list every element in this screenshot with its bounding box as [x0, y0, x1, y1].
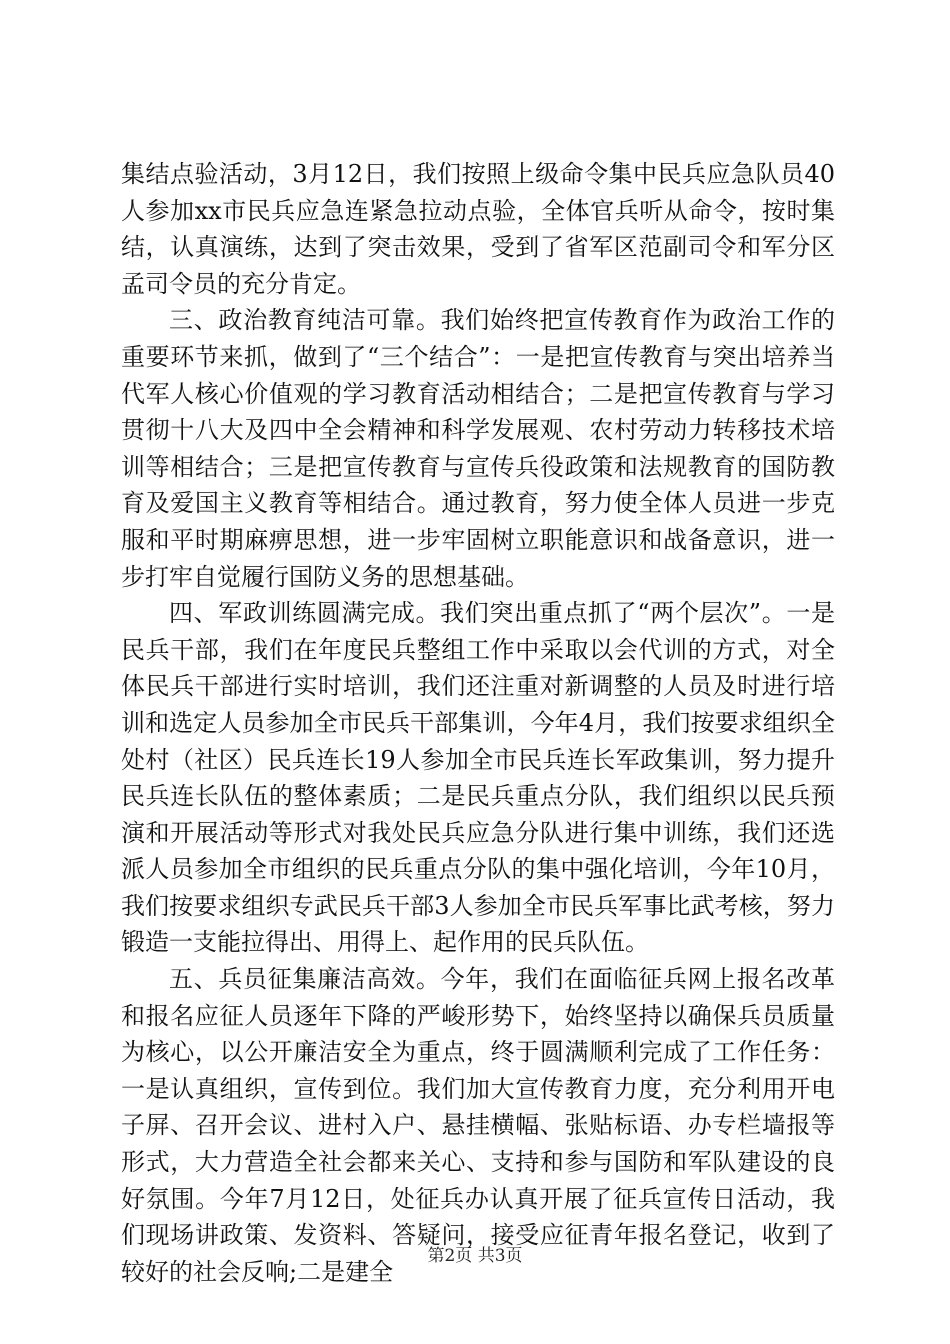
paragraph-conscription: 五、兵员征集廉洁高效。今年，我们在面临征兵网上报名改革和报名应征人员逐年下降的严峻形势下，始终坚持以确保兵员质量为核心，以公开廉洁安全为重点，终于圆满顺利完成了工作任务：一是认真组织，宣传到位。我们加大宣传教育力度，充分利用开电子屏、召开会议、进村入户、悬挂横幅、张贴标语、办专栏墙报等形式，大力营造全社会都来关心、支持和参与国防和军队建设的良好氛围。今年7月12日，处征兵办认真开展了征兵宣传日活动，我们现场讲政策、发资料、答疑问，接受应征青年报名登记，收到了较好的社会反响;二是建全 [121, 965, 835, 1286]
paragraph-military-training: 四、军政训练圆满完成。我们突出重点抓了“两个层次”。一是民兵干部，我们在年度民兵整组工作中采取以会代训的方式，对全体民兵干部进行实时培训，我们还注重对新调整的人员及时进行培训和选定人员参加全市民兵干部集训，今年4月，我们按要求组织全处村（社区）民兵连长19人参加全市民兵连长军政集训，努力提升民兵连长队伍的整体素质；二是民兵重点分队，我们组织以民兵预演和开展活动等形式对我处民兵应急分队进行集中训练，我们还选派人员参加全市组织的民兵重点分队的集中强化培训，今年10月，我们按要求组织专武民兵干部3人参加全市民兵军事比武考核，努力锻造一支能拉得出、用得上、起作用的民兵队伍。 [121, 599, 835, 957]
paragraph-political-education: 三、政治教育纯洁可靠。我们始终把宣传教育作为政治工作的重要环节来抓，做到了“三个结合”：一是把宣传教育与突出培养当代军人核心价值观的学习教育活动相结合；二是把宣传教育与学习贯彻十八大及四中全会精神和科学发展观、农村劳动力转移技术培训等相结合；三是把宣传教育与宣传兵役政策和法规教育的国防教育及爱国主义教育等相结合。通过教育，努力使全体人员进一步克服和平时期麻痹思想，进一步牢固树立职能意识和战备意识，进一步打牢自觉履行国防义务的思想基础。 [121, 306, 835, 591]
page-number-footer: 第2页 共3页 [427, 1246, 523, 1266]
document-body [121, 156, 835, 1290]
paragraph-continuation: 集结点验活动，3月12日，我们按照上级命令集中民兵应急队员40人参加xx市民兵应急连紧急拉动点验，全体官兵听从命令，按时集结，认真演练，达到了突击效果，受到了省军区范副司令和军分区孟司令员的充分肯定。 [121, 160, 835, 298]
